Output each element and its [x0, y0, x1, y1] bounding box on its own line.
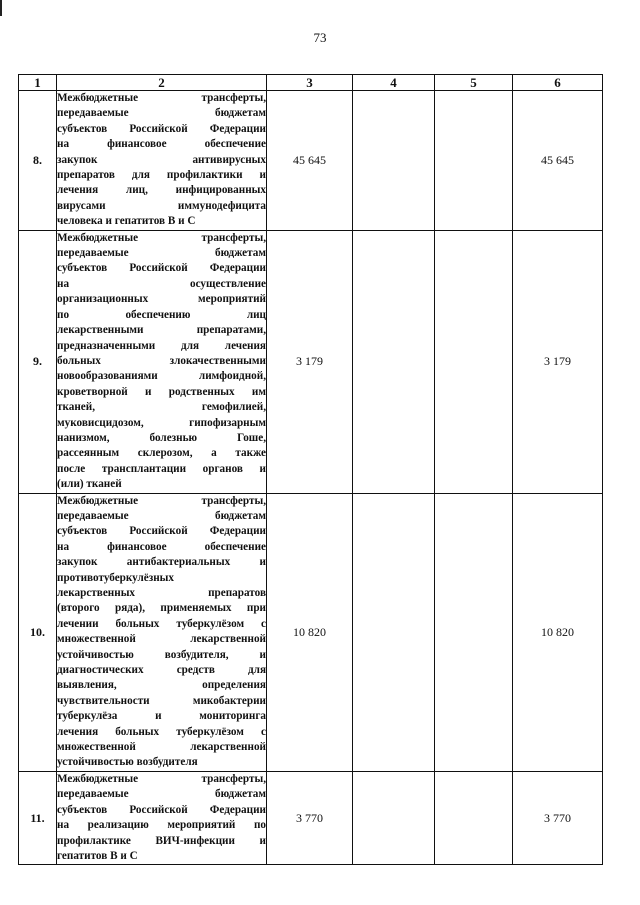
- description-line: Межбюджетные трансферты,: [57, 231, 266, 244]
- description-line: множественной лекарственной: [57, 741, 266, 754]
- description-line: Межбюджетные трансферты,: [57, 772, 266, 785]
- description-line: после трансплантации органов и: [57, 462, 266, 475]
- description-line: субъектов Российской Федерации: [57, 122, 266, 135]
- description-line: кроветворной и родственных им: [57, 385, 266, 398]
- row-number: 8.: [19, 91, 57, 231]
- cell-col3: 3 179: [267, 230, 353, 493]
- description-line: лечения лиц, инфицированных: [57, 184, 266, 197]
- description-line: туберкулёза и мониторинга: [57, 710, 266, 723]
- description-line: на финансовое обеспечение: [57, 540, 266, 553]
- description-line: (второго ряда), применяемых при: [57, 602, 266, 615]
- description-line: рассеянным склерозом, а также: [57, 447, 266, 460]
- description-line: лечении больных туберкулёзом с: [57, 617, 266, 630]
- description-line: чувствительности микобактерии: [57, 694, 266, 707]
- description-line: на реализацию мероприятий по: [57, 819, 266, 832]
- table-row: [19, 771, 603, 864]
- description-line: (или) тканей: [57, 478, 122, 491]
- description-line: диагностических средств для: [57, 664, 266, 677]
- description-line: закупок антивирусных: [57, 153, 266, 166]
- row-description: [57, 493, 267, 771]
- cell-col5: [435, 771, 513, 864]
- cell-col6: 3 179: [513, 230, 603, 493]
- header-col-3: 3: [267, 75, 353, 91]
- header-col-4: 4: [353, 75, 435, 91]
- cell-col6: 45 645: [513, 91, 603, 231]
- description-line: передаваемые бюджетам: [57, 788, 266, 801]
- description-line: предназначенными для лечения: [57, 339, 266, 352]
- description-line: устойчивостью возбудителя, и: [57, 648, 266, 661]
- table-row: [19, 91, 603, 231]
- header-col-6: 6: [513, 75, 603, 91]
- description-line: закупок антибактериальных и: [57, 556, 266, 569]
- budget-table: [18, 74, 603, 865]
- description-line: выявления, определения: [57, 679, 266, 692]
- table-row: [19, 230, 603, 493]
- page-edge-mark: [0, 0, 2, 16]
- description-line: Межбюджетные трансферты,: [57, 494, 266, 507]
- header-col-2: 2: [57, 75, 267, 91]
- description-line: профилактике ВИЧ-инфекции и: [57, 834, 266, 847]
- row-description: [57, 91, 267, 231]
- cell-col4: [353, 230, 435, 493]
- description-line: по обеспечению лиц: [57, 308, 266, 321]
- cell-col3: 45 645: [267, 91, 353, 231]
- description-line: новообразованиями лимфоидной,: [57, 370, 266, 383]
- cell-col6: 3 770: [513, 771, 603, 864]
- description-line: передаваемые бюджетам: [57, 509, 266, 522]
- table-body: [19, 91, 603, 865]
- table-header-row: [19, 75, 603, 91]
- header-col-5: 5: [435, 75, 513, 91]
- description-line: лекарственными препаратами,: [57, 324, 266, 337]
- row-number: 10.: [19, 493, 57, 771]
- description-line: муковисцидозом, гипофизарным: [57, 416, 266, 429]
- description-line: лечения больных туберкулёзом с: [57, 725, 266, 738]
- row-description: [57, 230, 267, 493]
- row-description: [57, 771, 267, 864]
- header-col-1: 1: [19, 75, 57, 91]
- cell-col6: 10 820: [513, 493, 603, 771]
- description-line: тканей, гемофилией,: [57, 401, 266, 414]
- cell-col4: [353, 91, 435, 231]
- cell-col3: 3 770: [267, 771, 353, 864]
- cell-col3: 10 820: [267, 493, 353, 771]
- description-line: организационных мероприятий: [57, 293, 266, 306]
- description-line: препаратов для профилактики и: [57, 169, 266, 182]
- description-line: лекарственных препаратов: [57, 587, 266, 599]
- description-line: человека и гепатитов В и С: [57, 215, 196, 228]
- cell-col4: [353, 771, 435, 864]
- cell-col5: [435, 230, 513, 493]
- description-line: множественной лекарственной: [57, 633, 266, 646]
- description-line: вирусами иммунодефицита: [57, 199, 266, 212]
- description-line: гепатитов В и С: [57, 849, 138, 862]
- description-line: передаваемые бюджетам: [57, 107, 266, 120]
- description-line: субъектов Российской Федерации: [57, 262, 266, 275]
- description-line: больных злокачественными: [57, 354, 266, 367]
- description-line: устойчивостью возбудителя: [57, 756, 198, 769]
- description-line: передаваемые бюджетам: [57, 247, 266, 260]
- description-line: субъектов Российской Федерации: [57, 525, 266, 538]
- description-line: на финансовое обеспечение: [57, 138, 266, 151]
- description-line: нанизмом, болезнью Гоше,: [57, 431, 266, 444]
- page-number: 73: [313, 30, 327, 45]
- description-line: субъектов Российской Федерации: [57, 803, 266, 816]
- description-line: Межбюджетные трансферты,: [57, 92, 266, 104]
- table-row: [19, 493, 603, 771]
- cell-col5: [435, 91, 513, 231]
- cell-col5: [435, 493, 513, 771]
- description-line: противотуберкулёзных: [57, 571, 175, 584]
- description-line: на осуществление: [57, 277, 266, 290]
- cell-col4: [353, 493, 435, 771]
- row-number: 11.: [19, 771, 57, 864]
- row-number: 9.: [19, 230, 57, 493]
